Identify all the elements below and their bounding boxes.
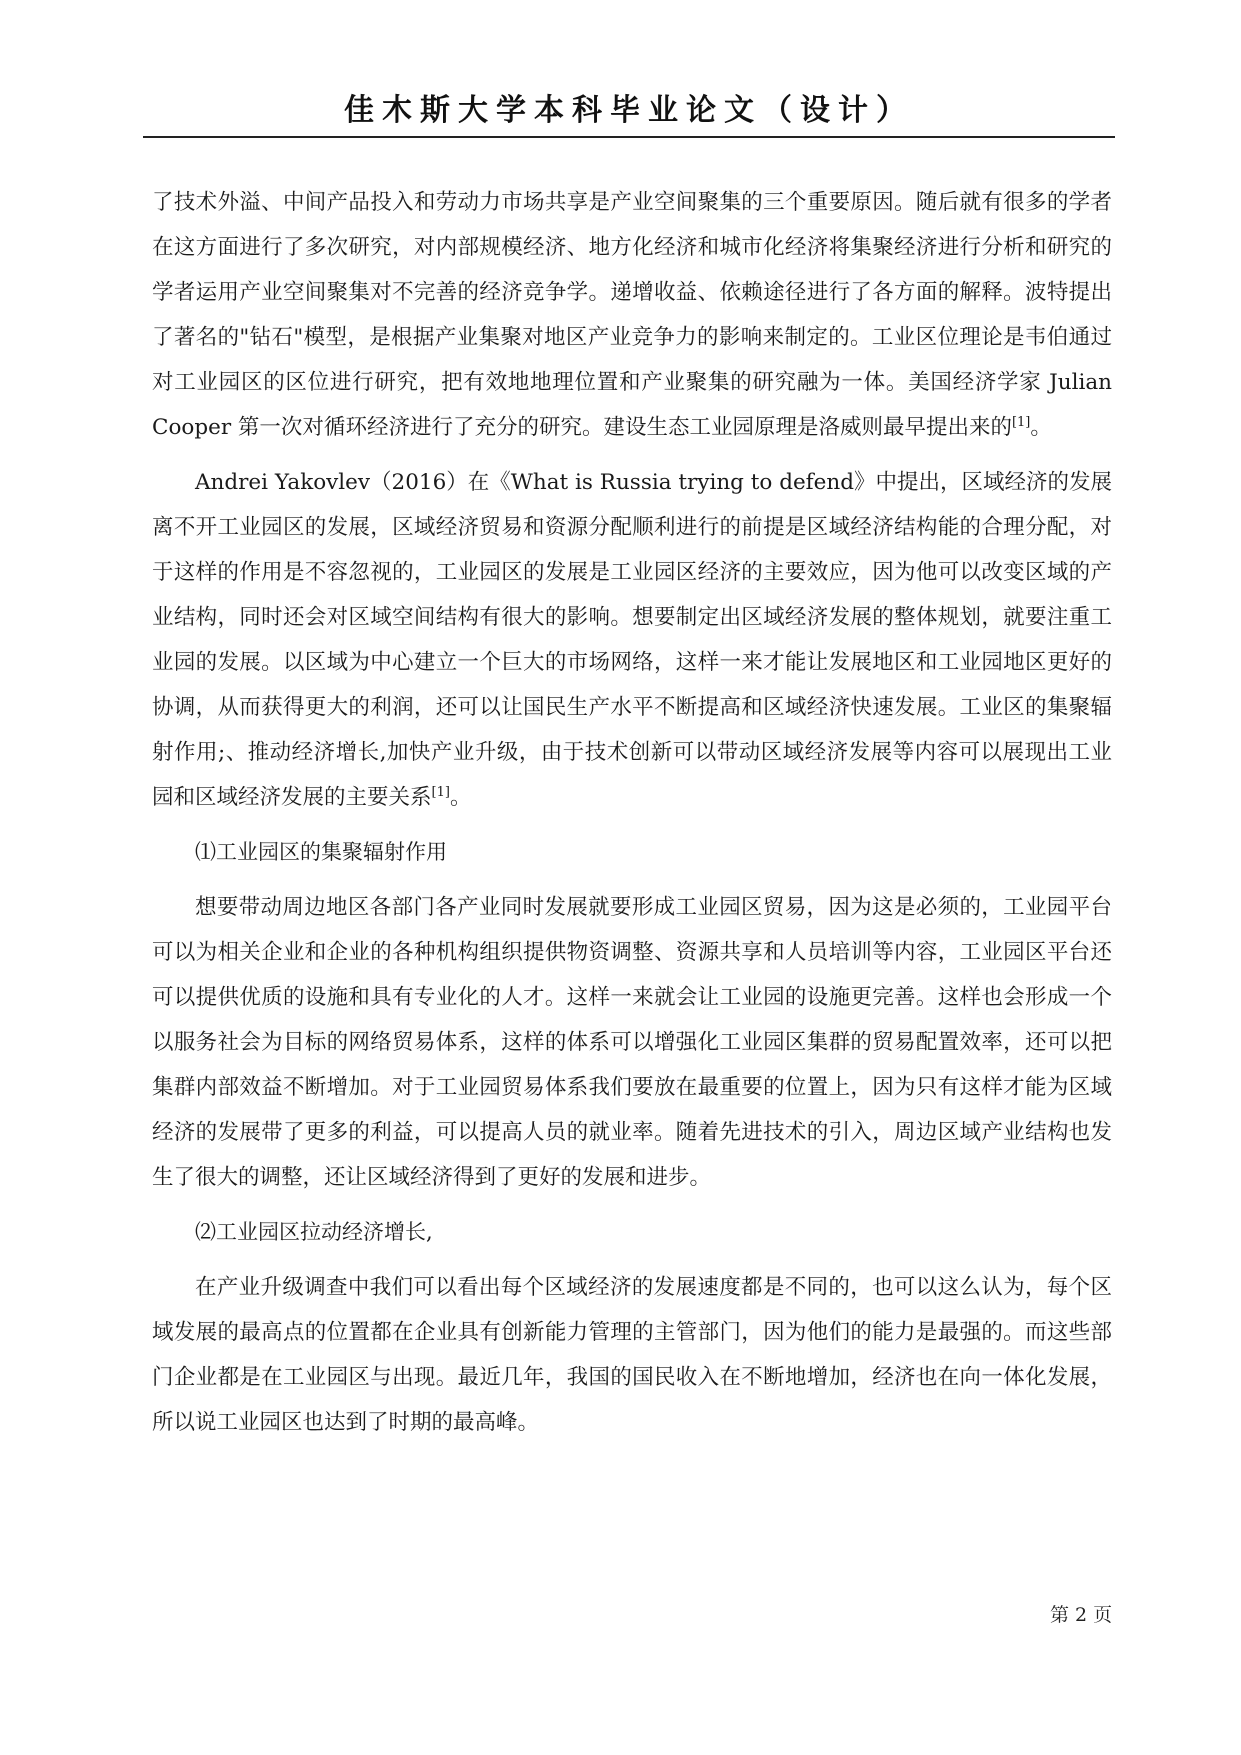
- section-2-paragraph: 在产业升级调查中我们可以看出每个区域经济的发展速度都是不同的，也可以这么认为，每个区域发展的最高点的位置都在企业具有创新能力管理的主管部门，因为他们的能力是最强的。而这些部门企业都是在工业园区与出现。最近几年，我国的国民收入在不断地增加，经济也在向一体化发展，所以说工业园区也达到了时期的最高峰。: [152, 1275, 1112, 1435]
- page-header: [143, 86, 1115, 138]
- header-title: 佳木斯大学本科毕业论文（设计）: [344, 93, 914, 128]
- paragraph-1: [152, 180, 1112, 450]
- section-1-paragraph: 想要带动周边地区各部门各产业同时发展就要形成工业园区贸易，因为这是必须的，工业园平台可以为相关企业和企业的各种机构组织提供物资调整、资源共享和人员培训等内容，工业园区平台还可以提供优质的设施和具有专业化的人才。这样一来就会让工业园的设施更完善。这样也会形成一个以服务社会为目标的网络贸易体系，这样的体系可以增强化工业园区集群的贸易配置效率，还可以把集群内部效益不断增加。对于工业园贸易体系我们要放在最重要的位置上，因为只有这样才能为区域经济的发展带了更多的利益，可以提高人员的就业率。随着先进技术的引入，周边区域产业结构也发生了很大的调整，还让区域经济得到了更好的发展和进步。: [152, 895, 1112, 1190]
- paragraph-1-text: 了技术外溢、中间产品投入和劳动力市场共享是产业空间聚集的三个重要原因。随后就有很多的学者在这方面进行了多次研究，对内部规模经济、地方化经济和城市化经济将集聚经济进行分析和研究的学者运用产业空间聚集对不完善的经济竞争学。递增收益、依赖途径进行了各方面的解释。波特提出了著名的"钻石"模型，是根据产业集聚对地区产业竞争力的影响来制定的。工业区位理论是韦伯通过对工业园区的区位进行研究，把有效地地理位置和产业聚集的研究融为一体。美国经济学家 Julian Cooper 第一次对循环经济进行了充分的研究。建设生态工业园原理是洛威则最早提出来的: [152, 190, 1112, 440]
- paragraph-2-text: Andrei Yakovlev（2016）在《What is Russia trying to defend》中提出，区域经济的发展离不开工业园区的发展，区域经济贸易和资源分配顺利进行的前提是区域经济结构能的合理分配，对于这样的作用是不容忽视的，工业园区的发展是工业园区经济的主要效应，因为他可以改变区域的产业结构，同时还会对区域空间结构有很大的影响。想要制定出区域经济发展的整体规划，就要注重工业园的发展。以区域为中心建立一个巨大的市场网络，这样一来才能让发展地区和工业园地区更好的协调，从而获得更大的利润，还可以让国民生产水平不断提高和区域经济快速发展。工业区的集聚辐射作用;、推动经济增长,加快产业升级，由于技术创新可以带动区域经济发展等内容可以展现出工业园和区域经济发展的主要关系: [152, 470, 1112, 810]
- citation-ref: [1]: [1011, 414, 1031, 430]
- paragraph-2: [152, 460, 1112, 820]
- page-number: 第 2 页: [1050, 1604, 1113, 1626]
- paragraph-1-end: 。: [1030, 415, 1052, 440]
- body-text: [152, 180, 1112, 1445]
- section-2-heading: ⑵工业园区拉动经济增长,: [195, 1220, 433, 1244]
- paragraph-2-end: 。: [449, 785, 472, 810]
- citation-ref: [1]: [431, 784, 450, 800]
- section-1-heading: ⑴工业园区的集聚辐射作用: [195, 840, 447, 864]
